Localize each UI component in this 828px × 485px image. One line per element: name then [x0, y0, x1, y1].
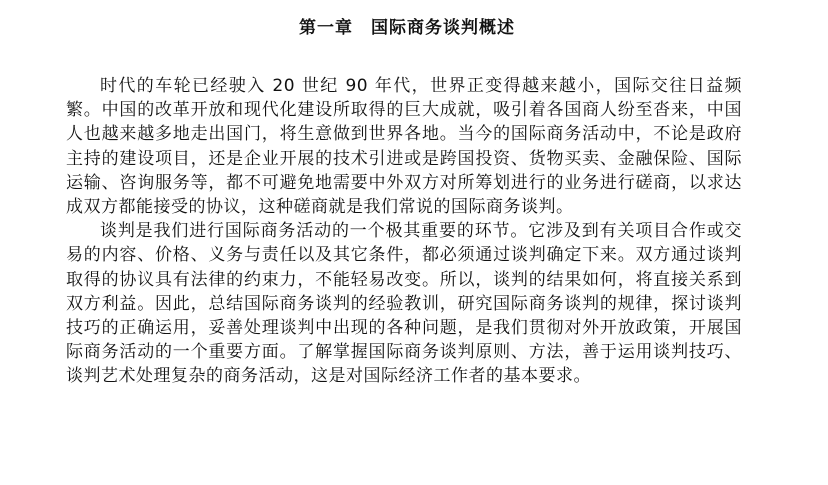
document-page [66, 14, 742, 389]
chapter-title: 第一章 国际商务谈判概述 [299, 18, 515, 38]
paragraph-1: 时代的车轮已经驶入 20 世纪 90 年代，世界正变得越来越小，国际交往日益频繁。中国的改革开放和现代化建设所取得的巨大成就，吸引着各国商人纷至沓来，中国人也越来越多地走出国门，将生意做到世界各地。当今的国际商务活动中，不论是政府主持的建设项目，还是企业开展的技术引进或是跨国投资、货物买卖、金融保险、国际运输、咨询服务等，都不可避免地需要中外双方对所筹划进行的业务进行磋商，以求达成双方都能接受的协议，这种磋商就是我们常说的国际商务谈判。 [66, 76, 742, 218]
paragraph-2: 谈判是我们进行国际商务活动的一个极其重要的环节。它涉及到有关项目合作或交易的内容、价格、义务与责任以及其它条件，都必须通过谈判确定下来。双方通过谈判取得的协议具有法律的约束力，不能轻易改变。所以，谈判的结果如何，将直接关系到双方利益。因此，总结国际商务谈判的经验教训，研究国际商务谈判的规律，探讨谈判技巧的正确运用，妥善处理谈判中出现的各种问题，是我们贯彻对外开放政策，开展国际商务活动的一个重要方面。了解掌握国际商务谈判原则、方法，善于运用谈判技巧、谈判艺术处理复杂的商务活动，这是对国际经济工作者的基本要求。 [66, 221, 742, 387]
